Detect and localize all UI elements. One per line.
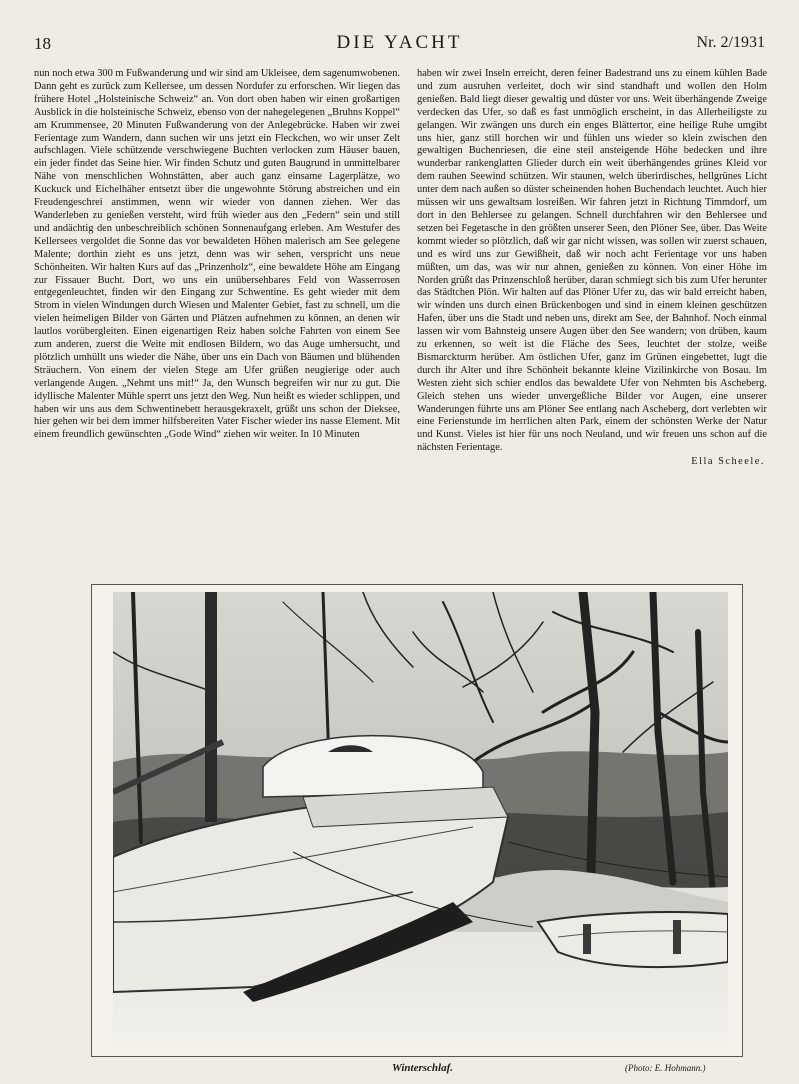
article-author: Ella Scheele. xyxy=(691,456,765,468)
article-column-right xyxy=(417,68,767,469)
winter-photo xyxy=(113,592,728,1042)
article-column-left xyxy=(34,68,400,442)
article-text-right: haben wir zwei Inseln erreicht, deren feiner Badestrand uns zu einem kühlen Bade und zum ausruhen verleitet, doch wir sind standhaft und wollen den Holm genießen. Bald liegt dieser gewaltig und düster vor uns. Weit überhängende Zweige verdecken das Ufer, so daß es fast unmöglich erscheint, in das Allerheiligste zu gelangen. Wir zwängen uns durch ein enges Blättertor, eine heilige Ruhe umgibt uns hier, ganz still horchen wir und fühlen uns wieder so klein zwischen den gewaltigen Buchenriesen, die eine steil ansteigende Höhe bedecken und ihre wunderbar rankenglatten Glieder durch ein weit überhängendes grünes Kleid vor dem rauhen Seewind schützen. Wir staunen, welch überirdisches, hellgrünes Licht unter dem nach außen so düster scheinenden hohen Buchendach leuchtet. Auch hier müssen wir uns gewaltsam losreißen. Wir fahren jetzt in Richtung Timmdorf, um dort in den Behlersee zu gelangen. Schnell durchfahren wir den Behlersee und setzen bei Fegetasche in den größten unserer Seen, den Plöner See, über. Das Weite kommt wieder so plötzlich, daß wir gar nicht wissen, was sollen wir zuerst schauen, und es wird uns zur Gewißheit, daß wir noch acht Ferientage vor uns haben müßten, um das, was wir nur ahnen, genießen zu können. Von einer Höhe im Norden grüßt das Prinzenschloß herüber, daran schmiegt sich bis zum Ufer herunter das Städtchen Plön. Wir halten auf das Plöner Ufer zu, das wir bald erreicht haben, wir winden uns durch einen Brückenbogen und sind in einem kleinen geschützen Hafen, über uns die Stadt und neben uns, direkt am See, der Bahnhof. Noch einmal lassen wir vom Bahnsteig unsere Augen über den See wandern; von drüben, kaum zu erkennen, so weit ist die Fläche des Sees, leuchtet der stolze, weiße Bismarckturm herüber. Am östlichen Ufer, ganz im Grünen eingebettet, lugt die durch ihr Alter und ihre Schönheit bekannte kleine Vizilinkirche von Bosau. Im Westen zieht sich schier endlos das bewaldete Ufer von Nehmten bis Ascheberg. Gleich stehen uns wieder unvergeßliche Bilder vor Augen, eine unserer Wanderungen führte uns am Plöner See entlang nach Ascheberg, dort verlebten wir eine Ferienstunde im herrlichen alten Park, einem der schönsten Werke der Natur und Kunst. Vieles ist hier für uns noch Neuland, und wir freuen uns schon auf die nächsten Ferientage. xyxy=(417,68,767,454)
issue-number: Nr. 2/1931 xyxy=(696,34,765,51)
photo-frame xyxy=(91,584,743,1057)
photo-caption: Winterschlaf. xyxy=(392,1062,454,1074)
magazine-title: DIE YACHT xyxy=(336,32,463,53)
page-header xyxy=(34,34,765,56)
article-text-left: nun noch etwa 300 m Fußwanderung und wir sind am Ukleisee, dem sagenumwobenen. Dann geht es zurück zum Kellersee, um dessen Nordufer zu erforschen. Wir liegen das frühere Hotel „Holsteinische Schweiz“ an. Von dort oben haben wir einen großartigen Ausblick in die holsteinische Schweiz, ebenso von der nahegelegenen „Bruhns Koppel“ am Krummensee, 20 Minuten Fußwanderung von der Anlegebrücke. Haben wir zwei Ferientage zum Wandern, dann suchen wir uns jetzt ein Fleckchen, wo wir unser Zelt aufschlagen. Viele schützende verschwiegene Buchten verlocken zum Häuser bauen, ein jeder findet das Seine hier. Wir finden Schutz und guten Baugrund in unmittelbarer Nähe von menschlichen Wohnstätten, aber auch ganz einsame Lagerplätze, wo Kuckuck und Eichelhäher entsetzt über die ungewohnte Störung abstreichen und ein Freudengeschrei anstimmen, wenn wir wieder von dannen ziehen. Wer das Wanderleben zu genießen versteht, wird früh wieder aus den „Federn“ sein und still und andächtig den unbeschreiblich schönen Sonnenaufgang erleben. Am Westufer des Kellersees vergoldet die Sonne das vor bewaldeten Höhen malerisch am See gelegene Malente; dorthin zieht es uns jetzt, denn was wir sehen, verspricht uns neue Schönheiten. Wir halten Kurs auf das „Prinzenholz“, eine bewaldete Höhe am Eingang zur Fissauer Bucht. Dort, wo uns ein unübersehbares Feld von Wasserrosen entgegenleuchtet, finden wir den Eingang zur Schwentine. Es geht wieder mit dem Strom in vielen Windungen durch Wiesen und Malenter Gebiet, fast zu schnell, um die vielen heimeligen Bilder von Gärten und Plätzen aufnehmen zu können, an denen wir lautlos vorübergleiten. Einen eigenartigen Reiz haben solche Fahrten von einem See zum anderen, zuerst die Weite mit endlosen Bildern, wo das Auge umhersucht, und plötzlich umhüllt uns wieder die Nähe, über uns ein Dach von Bäumen und blühenden Sträuchern. Von einem der vielen Stege am Ufer grüßen neugierige oder auch verlangende Augen. „Nehmt uns mit!“ Ja, den Wunsch begreifen wir nur zu gut. Die idyllische Malenter Mühle sperrt uns jetzt den Weg. Nun heißt es wieder schlippen, und haben wir uns aus dem Schwentinebett herausgekraxelt, grüßt uns schon der Dieksee, hier gehen wir bei dem immer hilfsbereiten Vater Fischer wieder ins nasse Element. Mit einem freundlich gewünschten „Gode Wind“ ziehen wir weiter. In 10 Minuten xyxy=(34,68,400,441)
photo-illustration xyxy=(113,592,728,1042)
photo-credit: (Photo: E. Hohmann.) xyxy=(625,1063,706,1073)
page-number: 18 xyxy=(34,34,51,53)
